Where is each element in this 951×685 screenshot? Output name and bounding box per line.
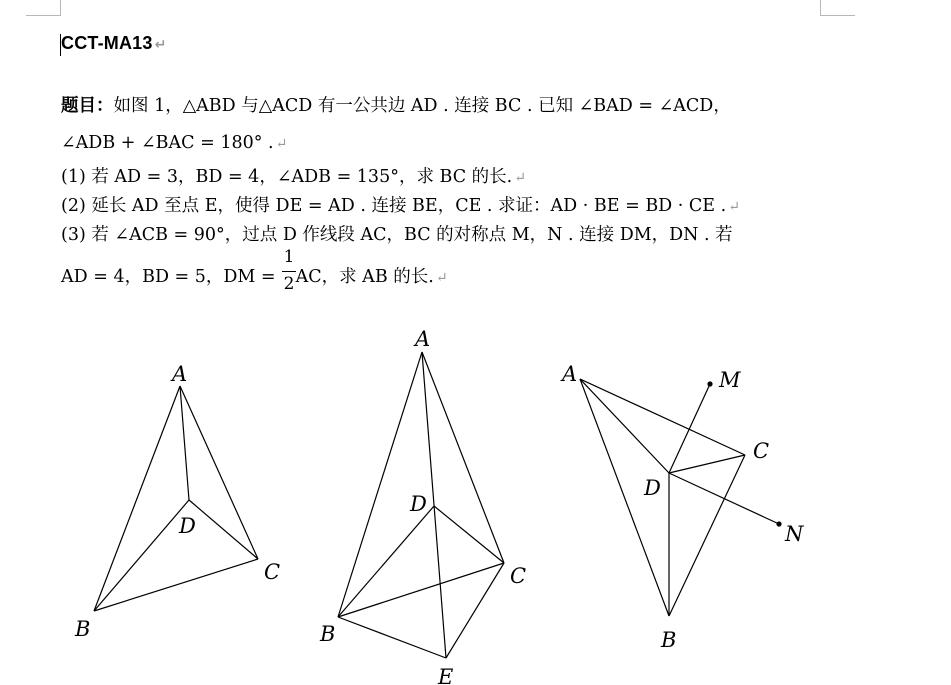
part-1-text: (1) 若 AD = 3，BD = 4，∠ADB = 135°，求 BC 的长. <box>61 167 513 187</box>
edge-bc <box>338 563 504 617</box>
fraction-denominator: 2 <box>283 274 295 294</box>
point-label-d: D <box>410 492 427 516</box>
figure-1 <box>74 362 280 641</box>
part-3-line-2-after: AC，求 AB 的长. <box>295 267 434 287</box>
paragraph-mark-icon: ↵ <box>435 270 448 286</box>
edge-be <box>338 617 446 658</box>
figure-2 <box>319 327 526 685</box>
problem-line-2-text: ∠ADB + ∠BAC = 180° . <box>61 133 274 153</box>
edge-bd <box>94 500 189 611</box>
point-n-dot <box>776 521 781 526</box>
point-label-c: C <box>510 564 527 588</box>
point-label-e: E <box>438 665 454 685</box>
paragraph-mark-icon: ↵ <box>728 199 740 215</box>
edge-ce <box>446 563 504 658</box>
paragraph-mark-icon: ↵ <box>514 170 526 186</box>
point-label-n: N <box>785 522 804 546</box>
point-label-d: D <box>179 514 196 538</box>
point-label-m: M <box>719 368 741 392</box>
point-label-b: B <box>75 617 91 641</box>
edge-ac <box>422 352 504 563</box>
point-label-c: C <box>264 560 281 584</box>
edge-ad <box>580 379 669 473</box>
paragraph-mark-icon: ↵ <box>154 36 167 52</box>
point-label-a: A <box>172 362 188 386</box>
document-code-text: CCT-MA13 <box>61 33 153 53</box>
edge-ab <box>94 386 180 611</box>
point-label-b: B <box>320 622 336 646</box>
edge-dm <box>669 384 710 473</box>
edge-cd <box>669 455 745 473</box>
edge-bd <box>338 506 434 617</box>
point-m-dot <box>707 381 712 386</box>
edge-bc <box>94 559 258 611</box>
problem-line-1-text: 如图 1，△ABD 与△ACD 有一公共边 AD . 连接 BC . 已知 ∠BAD = ∠ACD， <box>113 96 731 116</box>
edge-cd <box>189 500 258 559</box>
edge-ab <box>338 352 422 617</box>
point-label-a: A <box>415 327 431 351</box>
point-label-c: C <box>753 439 770 463</box>
fraction-numerator: 1 <box>283 247 295 267</box>
part-3-line-2-before: AD = 4，BD = 5，DM = <box>61 267 276 287</box>
edge-bc <box>669 455 745 616</box>
problem-label: 题目： <box>61 96 114 116</box>
part-3-line-1-text: (3) 若 ∠ACB = 90°，过点 D 作线段 AC，BC 的对称点 M，N . 连接 DM，DN . 若 <box>61 225 733 245</box>
point-label-d: D <box>644 476 661 500</box>
figure-3 <box>560 362 804 652</box>
paragraph-mark-icon: ↵ <box>275 136 288 152</box>
part-2-text: (2) 延长 AD 至点 E，使得 DE = AD . 连接 BE，CE . 求证：AD · BE = BD · CE . <box>61 196 727 216</box>
point-label-a: A <box>562 362 578 386</box>
point-label-b: B <box>661 628 677 652</box>
edge-dn <box>669 473 779 524</box>
